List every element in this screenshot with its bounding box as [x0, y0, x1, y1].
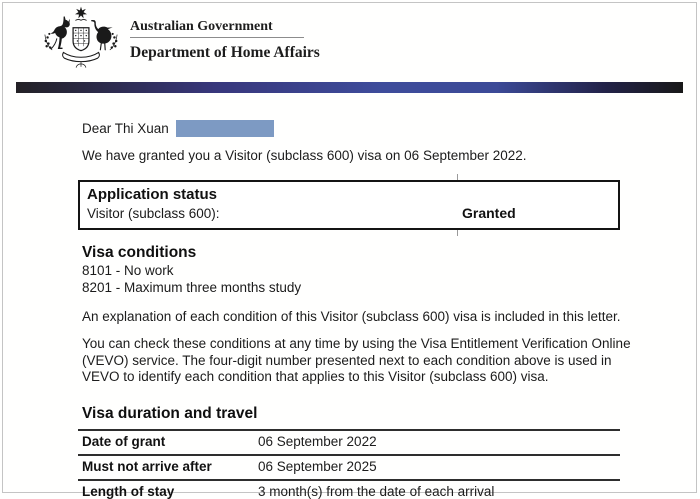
- table-row: [78, 454, 620, 479]
- application-status-title: Application status: [87, 186, 218, 203]
- salutation-line: [82, 120, 274, 138]
- table-row: [78, 429, 620, 454]
- grant-intro-text: We have granted you a Visitor (subclass 600) visa on 06 September 2022.: [82, 148, 527, 163]
- duration-row-label: Must not arrive after: [82, 459, 212, 474]
- visa-conditions-list: [82, 263, 301, 296]
- visa-condition-item: 8201 - Maximum three months study: [82, 279, 302, 295]
- duration-row-value: 3 month(s) from the date of each arrival: [258, 484, 495, 499]
- government-title: Australian Government: [130, 19, 273, 34]
- vevo-paragraph-text: You can check these conditions at any time by using the Visa Entitlement Verification Online (VEVO) service. The four-digit number presented next to each condition above is used in VEVO to identify each condition that applies to this Visitor (subclass 600) visa.: [82, 336, 631, 384]
- department-title: Department of Home Affairs: [130, 44, 320, 61]
- duration-row-label: Date of grant: [82, 434, 166, 449]
- application-status-table: [78, 180, 620, 230]
- visa-duration-table: [78, 429, 620, 499]
- duration-row-value: 06 September 2022: [258, 434, 377, 449]
- visa-condition-item: 8101 - No work: [82, 263, 174, 278]
- salutation-text: Dear Thi Xuan: [82, 121, 169, 136]
- visa-duration-heading: Visa duration and travel: [82, 405, 258, 422]
- duration-row-value: 06 September 2025: [258, 459, 377, 474]
- application-status-row: [80, 203, 618, 221]
- emu-icon: [91, 20, 113, 44]
- commonwealth-star-icon: [75, 7, 87, 19]
- accent-bar: [16, 82, 683, 93]
- australian-coat-of-arms-icon: [36, 4, 126, 70]
- shield-icon: [73, 28, 89, 51]
- visa-conditions-heading: Visa conditions: [82, 244, 197, 261]
- application-status-value: Granted: [462, 205, 516, 221]
- column-divider-tick-bottom: [457, 230, 458, 236]
- table-row: [78, 479, 620, 499]
- header-divider: [130, 37, 304, 38]
- redacted-name-box: [176, 120, 274, 137]
- banner-scroll-icon: [63, 52, 100, 61]
- kangaroo-icon: [50, 16, 69, 49]
- conditions-explanation-text: An explanation of each condition of this Visitor (subclass 600) visa is included in this letter.: [82, 309, 621, 324]
- duration-row-label: Length of stay: [82, 484, 175, 499]
- application-status-label: Visitor (subclass 600):: [87, 206, 220, 221]
